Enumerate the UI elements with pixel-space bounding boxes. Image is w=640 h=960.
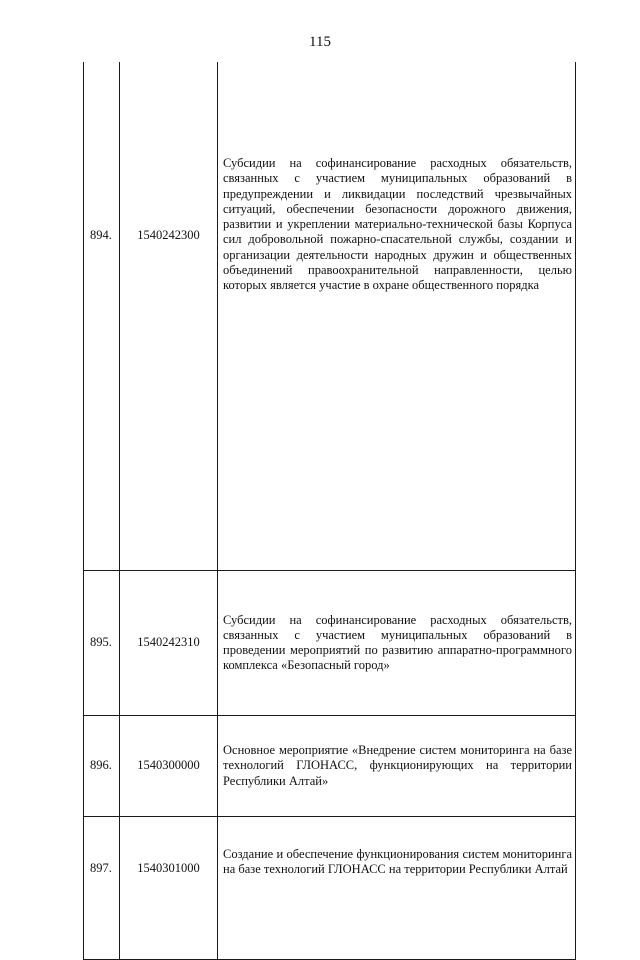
table-row <box>84 571 576 716</box>
target-article-code: 1540300000 <box>120 716 218 817</box>
page-number: 115 <box>309 34 331 50</box>
budget-classification-table <box>83 62 576 960</box>
article-description: Субсидии на софинансирование расходных обязательств, связанных с участием муниципальных образований в проведении мероприятий по развитию аппаратно-программного комплекса «Безопасный город» <box>218 571 576 716</box>
article-description: Основное мероприятие «Внедрение систем мониторинга на базе технологий ГЛОНАСС, функционирующих на территории Республики Алтай» <box>218 716 576 817</box>
row-number: 894. <box>84 62 120 571</box>
table-row <box>84 62 576 571</box>
target-article-code: 1540242300 <box>120 62 218 571</box>
row-number: 896. <box>84 716 120 817</box>
target-article-code: 1540301000 <box>120 817 218 960</box>
table-row <box>84 817 576 960</box>
target-article-code: 1540242310 <box>120 571 218 716</box>
row-number: 897. <box>84 817 120 960</box>
article-description: Создание и обеспечение функционирования систем мониторинга на базе технологий ГЛОНАСС на территории Республики Алтай <box>218 817 576 960</box>
table-row <box>84 716 576 817</box>
row-number: 895. <box>84 571 120 716</box>
article-description: Субсидии на софинансирование расходных обязательств, связанных с участием муниципальных образований в предупреждении и ликвидации последствий чрезвычайных ситуаций, обеспечении безопасности дорожного движения, развитии и укреплении материально-технической базы Корпуса сил добровольной пожарно-спасательной службы, создании и организации деятельности народных дружин и общественных объединений правоохранительной направленности, целью которых является участие в охране общественного порядка <box>218 62 576 571</box>
